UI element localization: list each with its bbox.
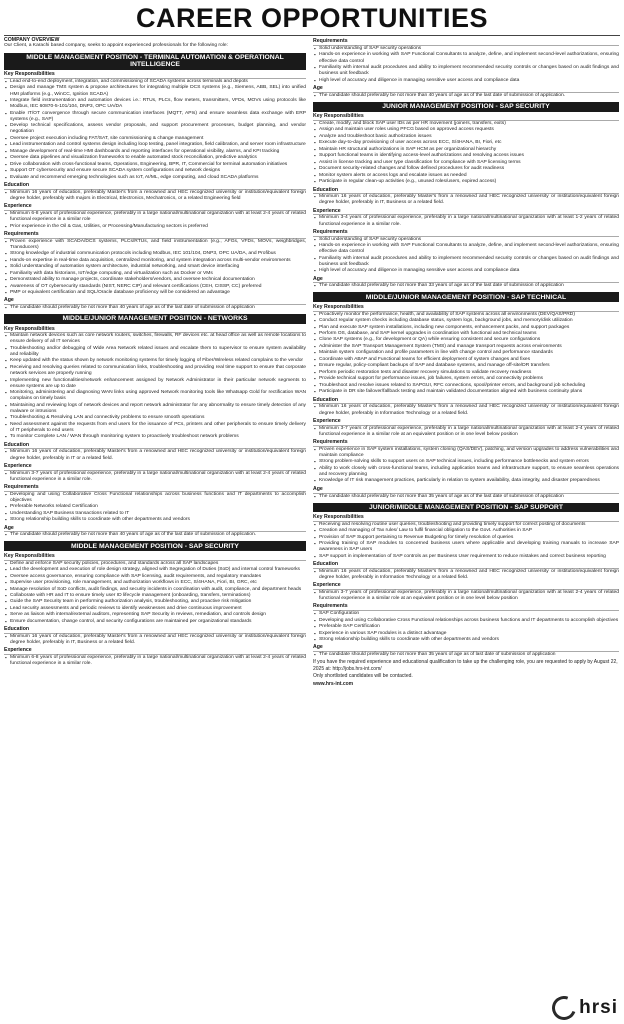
list-item: ▪ Strong relationship building skills to coordinate with other departments and vendors <box>313 637 619 643</box>
list-item: ▪ Minimum 3-7 years of professional experience, preferably in a large national/multinational organization with at least 2-4 years of related functional experience in a similar role at an equivalent position or in one level below position <box>313 426 619 438</box>
bullet-list <box>313 494 619 500</box>
list-item: ▪ Understanding SAP Business transactions related to IT <box>4 511 306 517</box>
right-column-content <box>313 38 619 687</box>
list-item: ▪ Minimum 16 years of education, preferably Master's from a renowned and HEC recognized university or institution/equivalent foreign degree holder, preferably in Information Technology or a related field. <box>313 569 619 581</box>
section-subheading: Age <box>313 486 619 494</box>
company-overview-text: Our Client, a Karachi based company, seeks to appoint experienced professionals for the following role: <box>4 43 228 49</box>
section-subheading: Experience <box>4 463 306 471</box>
list-item: ▪ Familiarity with data historians, IoT/edge computing, and virtualization such as Docker or VMs <box>4 271 306 277</box>
list-item: ▪ The candidate should preferably be not more than 33 years of age as of the last date of submission of application <box>313 283 619 289</box>
bullet-list <box>4 449 306 461</box>
bullet-list <box>4 239 306 297</box>
position-title-bar: MIDDLE MANAGEMENT POSITION - TERMINAL AUTOMATION & OPERATIONAL INTELLIGENCE <box>4 53 306 70</box>
list-item: ▪ Participate in DR site failover/fallback testing and maintain validated documentation aligned with business continuity plans <box>313 389 619 395</box>
page-title: CAREER OPPORTUNITIES <box>135 3 489 33</box>
list-item: ▪ Maintain HR structural authorizations in SAP HCM as per organizational hierarchy <box>313 147 619 153</box>
bullet-list <box>4 211 306 230</box>
section-subheading: Age <box>4 525 306 533</box>
footer-note: If you have the required experience and educational qualification to take up the challenging role, you are requested to apply by August 22, 2025 at: http://jobs.hrs-int.com/ <box>313 659 618 672</box>
list-item: ▪ To monitor Complete LAN / WAN through monitoring system to proactively troubleshoot network problems <box>4 434 306 440</box>
list-item: ▪ Keep updated with the status shown by network monitoring systems for timely logging of Fiber/Wireless related complains to the vendor <box>4 358 306 364</box>
section-subheading: Key Responsibilities <box>4 553 306 561</box>
list-item: ▪ Monitor system alerts or access logs and escalate issues as needed <box>313 173 619 179</box>
position-title-bar: MIDDLE MANAGEMENT POSITION - SAP SECURITY <box>4 541 306 551</box>
section-subheading: Age <box>313 276 619 284</box>
section-subheading: Experience <box>4 203 306 211</box>
list-item: ▪ Provide technical support for performance issues, job failures, system errors, and connectivity problems <box>313 376 619 382</box>
bullet-list <box>313 46 619 84</box>
section-subheading: Experience <box>313 208 619 216</box>
list-item: ▪ Assist in license tracking and user type classification for compliance with SAP licensing terms <box>313 160 619 166</box>
list-item: ▪ Solid understanding of SAP security operations <box>313 46 619 52</box>
list-item: ▪ Oversee access governance, ensuring compliance with SAP licensing, audit requirements, and regulatory mandates <box>4 574 306 580</box>
section-subheading: Education <box>4 626 306 634</box>
section-subheading: Requirements <box>313 603 619 611</box>
logo-text: hrsi <box>579 997 618 1018</box>
list-item: ▪ Monitoring, administering and diagnosing WAN links using approved Network monitoring tools like Whatsapp Gold for rectification WAN complains on timely basis <box>4 390 306 402</box>
list-item: ▪ Support OT cybersecurity and ensure secure SCADA system configurations and network designs <box>4 168 306 174</box>
bullet-list <box>313 312 619 396</box>
bullet-list <box>313 194 619 206</box>
list-item: ▪ Troubleshooting and/or debugging of Wide Area Network related issues and escalate them to supervisor to ensure system availability and reliability <box>4 346 306 358</box>
bullet-list <box>4 634 306 646</box>
section-subheading: Key Responsibilities <box>4 326 306 334</box>
list-item: ▪ Lead end-to-end deployment, integration, and commissioning of SCADA systems across terminals and depots <box>4 79 306 85</box>
list-item: ▪ Ensure regular, policy-compliant backups of SAP and database systems, and manage off-site/DR transfers <box>313 363 619 369</box>
section-subheading: Requirements <box>313 229 619 237</box>
list-item: ▪ Coordinate with ABAP and Functional teams for efficient deployment of system changes and fixes <box>313 357 619 363</box>
list-item: ▪ Conduct regular system checks including database status, system logs, background jobs, and memory/disk utilization <box>313 318 619 324</box>
bullet-list <box>4 561 306 625</box>
title-separator <box>4 35 620 36</box>
list-item: ▪ Serve as liaison with internal/external auditors, representing SAP Security in reviews, remediation, and controls design <box>4 612 306 618</box>
list-item: ▪ Oversee project execution including FAT/SAT, site commissioning & change management <box>4 136 306 142</box>
list-item: ▪ Preferable SAP Certification <box>313 624 619 630</box>
list-item: ▪ SAP support in implementation of SAP controls as per Business User requirement to reduce mistakes and correct business reporting <box>313 554 619 560</box>
list-item: ▪ Awareness of OT cybersecurity standards (NIST, NERC CIP) and relevant certifications (CEH, CISSP, CC) preferred <box>4 284 306 290</box>
bullet-list <box>313 237 619 275</box>
list-item: ▪ Prior experience in the Oil & Gas, Utilities, or Processing/Manufacturing sectors is preferred <box>4 224 306 230</box>
list-item: ▪ Minimum 3-7 years of professional experience, preferably in a large national/multinational organization with at least 2-4 years of related functional experience in a similar role. <box>4 471 306 483</box>
list-item: ▪ Providing training of SAP modules to concerned business users where applicable and developing training manuals to increase SAP awareness in SAP users <box>313 541 619 553</box>
section-subheading: Education <box>313 561 619 569</box>
section-subheading: Age <box>4 297 306 305</box>
list-item: ▪ Drive collaboration with cross-functional teams, Operations, Engineering, BPR, IT, Commercial for terminal automation initiatives <box>4 162 306 168</box>
list-item: ▪ Strong problem-solving skills to support users on SAP technical issues, including performance bottlenecks and system errors <box>313 459 619 465</box>
list-item: ▪ Perform periodic restoration tests and disaster recovery simulations to validate recovery readiness <box>313 370 619 376</box>
list-item: ▪ Guide the SAP Security team in performing authorization analysis, troubleshooting, and proactive risk mitigation <box>4 599 306 605</box>
section-subheading: Education <box>4 182 306 190</box>
list-item: ▪ Familiarity with internal audit procedures and ability to implement recommended security controls or changes based on audit findings and business unit feedback <box>313 65 619 77</box>
list-item: ▪ Perform OS, database, and SAP kernel upgrades in coordination with functional and technical teams <box>313 331 619 337</box>
list-item: ▪ Creation and managing of Tax rules/ Law to fulfil financial obligation to the Govt. Authorities in SAP <box>313 528 619 534</box>
section-subheading: Key Responsibilities <box>313 113 619 121</box>
hrsi-logo <box>552 996 618 1020</box>
list-item: ▪ Minimum 16 years of education, preferably Master's from a renowned and HEC recognized university or institution/equivalent foreign degree holder, preferably with majors in Electrical, Electronics, Mechatronics, or a related Engineering field <box>4 190 306 202</box>
list-item: ▪ Need assessment against the requests from end users for the issuance of PCs, printers and other peripherals to ensure timely delivery of IT peripherals to end users <box>4 422 306 434</box>
list-item: ▪ Solid understanding of SAP security operations <box>313 237 619 243</box>
list-item: ▪ Manage development of real-time HMI dashboards and reporting interfaces for operational visibility, alarms, and KPI tracking <box>4 149 306 155</box>
list-item: ▪ Assign and maintain user roles using PFCG based on approved access requests <box>313 127 619 133</box>
list-item: ▪ Knowledge of IT risk management practices, particularly in relation to system availability, data integrity, and disaster preparedness <box>313 478 619 484</box>
list-item: ▪ Receiving and resolving queries related to communication links, troubleshooting and providing real time support to ensure that corporate network services are properly running <box>4 365 306 377</box>
bullet-list <box>313 215 619 227</box>
position-title-bar: JUNIOR/MIDDLE MANAGEMENT POSITION - SAP SUPPORT <box>313 503 619 513</box>
list-item: ▪ Troubleshooting & Resolving LAN and connectivity problems to ensure smooth operations <box>4 415 306 421</box>
list-item: ▪ Developing and using Collaborative Cross Functional relationships across business functions and IT departments to accomplish objectives <box>4 492 306 504</box>
list-item: ▪ Administer the SAP Transport Management System (TMS) and manage transport requests across environments <box>313 344 619 350</box>
section-subheading: Experience <box>4 647 306 655</box>
section-subheading: Experience <box>313 418 619 426</box>
list-item: ▪ Create, modify, and block SAP user IDs as per HR movement (joiners, transfers, exits) <box>313 121 619 127</box>
list-item: ▪ Oversee data pipelines and visualization frameworks to enable automated stock reconciliation, predictive analytics <box>4 155 306 161</box>
list-item: ▪ Provision of SAP Support pertaining to Revenue Budgeting for timely resolution of queries <box>313 535 619 541</box>
list-item: ▪ Receiving and resolving routine user queries, troubleshooting and providing timely support for correct posting of documents <box>313 522 619 528</box>
bullet-list <box>4 305 306 311</box>
footer-note: Only shortlisted candidates will be contacted. <box>313 673 413 680</box>
list-item: ▪ Ensure documentation, change control, and security configurations are maintained per organizational standards <box>4 619 306 625</box>
list-item: ▪ Demonstrated ability to manage projects, coordinate stakeholders/vendors, and oversee technical documentation <box>4 277 306 283</box>
section-subheading: Requirements <box>313 439 619 447</box>
bullet-list <box>4 471 306 483</box>
list-item: ▪ Execute day-to-day provisioning of user access across ECC, S/4HANA, BI, Fiori, etc <box>313 140 619 146</box>
list-item: ▪ Define and enforce SAP security policies, procedures, and standards across all SAP landscapes <box>4 561 306 567</box>
list-item: ▪ Hands-on experience in working with SAP Functional Consultants to analyze, define, and implement second-level authorizations, ensuring effective data control <box>313 52 619 64</box>
list-item: ▪ Analyze and troubleshoot basic authorization issues <box>313 134 619 140</box>
section-subheading: Key Responsibilities <box>313 304 619 312</box>
list-item: ▪ Evaluate and recommend emerging technologies such as IoT, AI/ML, edge computing, and cloud SCADA platforms <box>4 175 306 181</box>
bullet-list <box>313 404 619 416</box>
list-item: ▪ High level of accuracy and diligence in managing sensitive user access and compliance data <box>313 78 619 84</box>
position-title-bar: MIDDLE/JUNIOR MANAGEMENT POSITION - NETWORKS <box>4 314 306 324</box>
list-item: ▪ Minimum 3-7 years of professional experience, preferably in a large national/multinational organization with at least 2-4 years of related functional experience in a similar role at an equivalent position or in one level below position <box>313 590 619 602</box>
list-item: ▪ Lead instrumentation and control systems design including loop testing, panel integration, field calibration, and server room infrastructure <box>4 142 306 148</box>
list-item: ▪ Proactively monitor the performance, health, and availability of SAP systems across all environments (DEV/QAS/PRD) <box>313 312 619 318</box>
section-subheading: Requirements <box>4 484 306 492</box>
list-item: ▪ The candidate should preferably be not more than 40 years of age as of the last date of submission of application. <box>313 93 619 99</box>
bullet-list <box>313 426 619 438</box>
list-item: ▪ Strong relationship building skills to coordinate with other departments and vendors <box>4 517 306 523</box>
section-subheading: Requirements <box>313 38 619 46</box>
list-item: ▪ The candidate should preferably be not more than 40 years of age as of the last date of submission of application <box>4 305 306 311</box>
right-column <box>313 37 619 1022</box>
list-item: ▪ The candidate should preferably be not more than 35 years of age as of last date of submission of application <box>313 652 619 658</box>
list-item: ▪ Maintaining and reviewing logs of network devices and report network administrator for any abnormality to ensure timely detection of any malware or intrusions <box>4 403 306 415</box>
list-item: ▪ Developing and using Collaborative Cross Functional relationships across business functions and IT departments to accomplish objectives <box>313 618 619 624</box>
bullet-list <box>313 652 619 658</box>
list-item: ▪ Support functional teams in identifying access-level authorizations and resolving access issues <box>313 153 619 159</box>
list-item: ▪ High level of accuracy and diligence in managing sensitive user access and compliance data <box>313 268 619 274</box>
bullet-list <box>313 522 619 560</box>
section-subheading: Key Responsibilities <box>4 71 306 79</box>
section-subheading: Requirements <box>4 231 306 239</box>
bullet-list <box>313 283 619 289</box>
list-item: ▪ Lead security assessments and periodic reviews to identify weaknesses and drive continuous improvement <box>4 606 306 612</box>
bullet-list <box>4 190 306 202</box>
bullet-list <box>4 492 306 524</box>
bullet-list <box>313 611 619 643</box>
list-item: ▪ Lead the development and execution of role design strategy, aligned with Segregation of Duties (SoD) and internal control frameworks <box>4 567 306 573</box>
list-item: ▪ Minimum 16 years of education, preferably Master's from a renowned and HEC recognized university or institution/equivalent foreign degree holder, preferably in IT, Business or a related field. <box>313 194 619 206</box>
left-column <box>4 37 306 1022</box>
list-item: ▪ Maintain network devices such as core network routers, switches, firewalls, RF devices etc. at head office as well as remote locations to ensure delivery of all IT services <box>4 333 306 345</box>
list-item: ▪ Proven experience with SCADA/DCS systems, PLCs/RTUs, and field instrumentation (e.g., AFGs, VFDs, MOVs, weighbridges, Transducers) <box>4 239 306 251</box>
list-item: ▪ Minimum 6-8 years of professional experience, preferably in a large national/multinational organization with at least 2-4 years of related functional experience in a similar role. <box>4 655 306 667</box>
section-subheading: Age <box>313 85 619 93</box>
list-item: ▪ Troubleshoot and resolve issues related to SAPGUI, RFC connections, spool/printer errors, and background job scheduling <box>313 383 619 389</box>
list-item: ▪ Minimum 16 years of education, preferably Master's from a renowned and HEC recognized university or institution/equivalent foreign degree holder, preferably in Information Technology or a related field. <box>313 404 619 416</box>
bullet-list <box>4 79 306 181</box>
list-item: ▪ PMP or equivalent certification and SQL/Oracle database proficiency will be considered an advantage <box>4 290 306 296</box>
bullet-list <box>313 93 619 99</box>
list-item: ▪ Plan and execute SAP system installations, including new components, enhancement packs, and support packages <box>313 325 619 331</box>
bullet-list <box>313 447 619 485</box>
list-item: ▪ Hands-on expertise in real-time data acquisition, centralized monitoring, and system integration across multi-vendor environments <box>4 258 306 264</box>
list-item: ▪ Collaborate with HR and IT to ensure timely user ID lifecycle management (onboarding, transfers, terminations) <box>4 593 306 599</box>
bullet-list <box>4 333 306 440</box>
position-title-bar: MIDDLE/JUNIOR MANAGEMENT POSITION - SAP TECHNICAL <box>313 292 619 302</box>
list-item: ▪ Minimum 16 years of education, preferably Master's from a renowned and HEC recognized university or institution/equivalent foreign degree holder, preferably in IT or a related field. <box>4 449 306 461</box>
section-subheading: Education <box>313 397 619 405</box>
list-item: ▪ Integrate field instrumentation and automation devices i.e.: RTUs, PLCs, flow meters, transmitters, VFDs, MOVs using protocols like Modbus, IEC 60870-5-101/104, DNP3, OPC UA/DA <box>4 98 306 110</box>
bullet-list <box>4 655 306 667</box>
website-link: www.hrs-int.com <box>313 680 354 687</box>
list-item: ▪ Solid understanding of automation system architecture, industrial networking, and smart device interfacing <box>4 264 306 270</box>
list-item: ▪ Preferable Networks related Certification <box>4 504 306 510</box>
list-item: ▪ Maintain system configuration and profile parameters in line with change control and performance standards <box>313 350 619 356</box>
section-subheading: Key Responsibilities <box>313 514 619 522</box>
left-column-content <box>4 53 306 668</box>
list-item: ▪ Familiarity with internal audit procedures and ability to implement recommended security controls or changes based on audit findings and business unit feedback <box>313 256 619 268</box>
position-title-bar: JUNIOR MANAGEMENT POSITION - SAP SECURITY <box>313 102 619 112</box>
section-subheading: Education <box>4 442 306 450</box>
list-item: ▪ Strong knowledge of industrial communication protocols including Modbus, IEC 101/104, DNP3, OPC UA/DA, and Profibus <box>4 251 306 257</box>
hrsi-swoosh-icon <box>548 992 580 1024</box>
list-item: ▪ The candidate should preferably be not more than 40 years of age as of the last date of submission of application. <box>4 532 306 538</box>
section-subheading: Age <box>313 644 619 652</box>
list-item: ▪ Implementing new functionalities/network enhancement assigned by Network Administrator in their particular network segments to ensure systems are up to date <box>4 378 306 390</box>
list-item: ▪ Design and manage TMS system & propose architectures for integrating multiple DCS systems (e.g., Siemens, ABB, SEL) into unified HMI platforms (e.g., WinCC, Ignition SCADA) <box>4 85 306 97</box>
list-item: ▪ Hands-on experience in working with SAP Functional Consultants to analyze, define, and implement second-level authorizations, ensuring effective data control <box>313 243 619 255</box>
bullet-list <box>313 569 619 581</box>
list-item: ▪ Experience in various SAP modules is a distinct advantage <box>313 631 619 637</box>
company-overview-heading: COMPANY OVERVIEW <box>4 37 60 43</box>
bullet-list <box>313 121 619 185</box>
list-item: ▪ Supervise user provisioning, role management, and authorization workflows in ECC, S/4HANA, Fiori, BI, GRC, etc <box>4 580 306 586</box>
list-item: ▪ Minimum 6-8 years of professional experience, preferably in a large national/multinational organization with at least 2-4 years of related functional experience in a similar role <box>4 211 306 223</box>
list-item: ▪ Proven experience in SAP system installations, system cloning (QAS/DEV), patching, and version upgrades to address vulnerabilities and maintain compliance <box>313 447 619 459</box>
list-item: ▪ Enable IT/OT convergence through secure communication interfaces (MQTT, APIs) and ensure seamless data exchange with ERP systems (e.g., SAP) <box>4 111 306 123</box>
list-item: ▪ Minimum 16 years of education, preferably Master's from a renowned and HEC recognized university or institution/equivalent foreign degree holder, preferably in IT, Business or a related field. <box>4 634 306 646</box>
list-item: ▪ Manage resolution of SoD conflicts, audit findings, and security incidents in coordination with audit, compliance, and department heads <box>4 587 306 593</box>
list-item: ▪ Document security-related changes and follow defined procedures for audit readiness <box>313 166 619 172</box>
list-item: ▪ Minimum 3-4 years of professional experience, preferably in a large national/multinational organization with at least 1-2 years of related functional experience in a similar role. <box>313 215 619 227</box>
section-subheading: Education <box>313 187 619 195</box>
list-item: ▪ The candidate should preferably be not more than 35 years of age as of the last date of submission of application <box>313 494 619 500</box>
list-item: ▪ Develop technical specifications, assess vendor proposals, and support procurement processes, budget planning, and vendor negotiation <box>4 123 306 135</box>
list-item: ▪ Clone SAP systems (e.g., for development or QA) while ensuring consistent and secure configurations <box>313 337 619 343</box>
section-subheading: Experience <box>313 582 619 590</box>
bullet-list <box>313 590 619 602</box>
list-item: ▪ SAP Configuration <box>313 611 619 617</box>
list-item: ▪ Participate in regular clean-up activities (e.g., unused roles/users, expired access) <box>313 179 619 185</box>
list-item: ▪ Ability to work closely with cross-functional teams, including application teams and infrastructure support, to ensure seamless operations and recovery planning <box>313 466 619 478</box>
bullet-list <box>4 532 306 538</box>
